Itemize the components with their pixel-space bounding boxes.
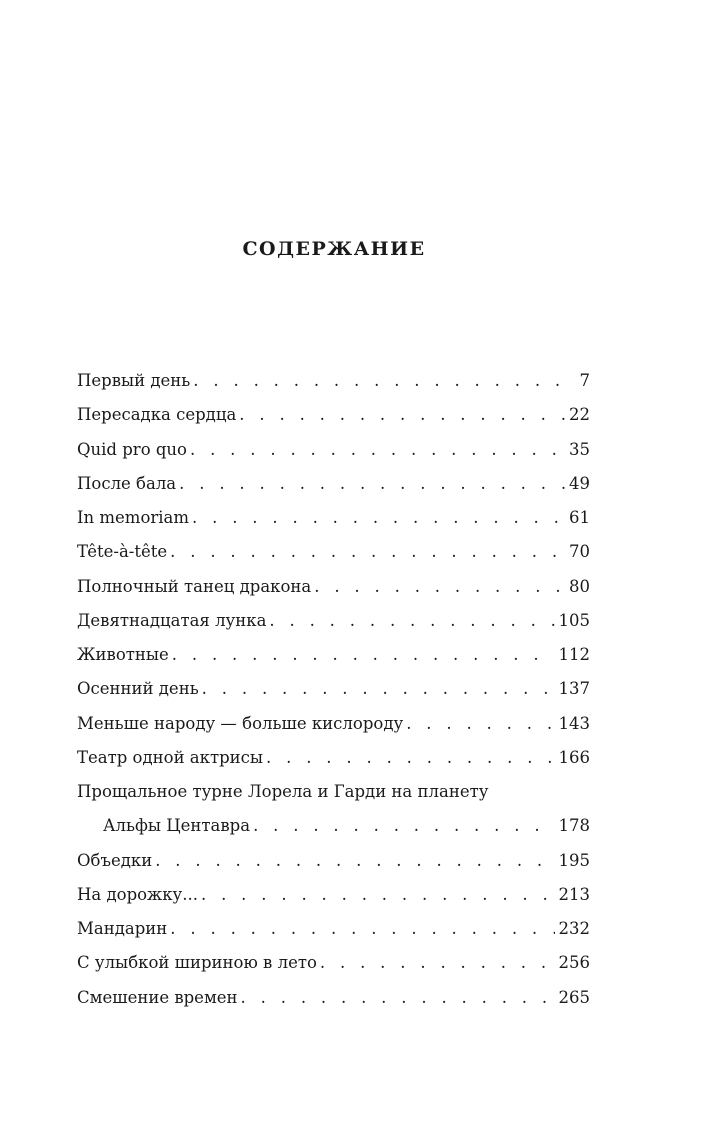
table-of-contents: [77, 364, 590, 1015]
toc-leader-dots: [201, 878, 555, 912]
toc-leader-dots: [170, 912, 554, 946]
toc-entry-multiline[interactable]: [77, 775, 590, 809]
toc-entry[interactable]: [77, 946, 590, 980]
toc-entry-page: 178: [558, 816, 590, 836]
toc-entry-page: 195: [558, 850, 590, 870]
toc-entry[interactable]: [77, 364, 590, 398]
toc-entry-title: Tête-à-tête: [77, 542, 168, 562]
toc-leader-dots: [190, 433, 565, 467]
toc-leader-dots: [314, 570, 565, 604]
toc-entry-title: Девятнадцатая лунка: [77, 610, 267, 630]
toc-leader-dots: [253, 809, 554, 843]
toc-entry-title: Пересадка сердца: [77, 405, 237, 425]
toc-entry-page: 232: [558, 919, 590, 938]
toc-entry[interactable]: [77, 501, 590, 535]
toc-entry-page: 80: [569, 576, 590, 596]
toc-entry-page: 143: [558, 713, 590, 733]
toc-entry-title-line1: Прощальное турне Лорела и Гарди на планету: [77, 782, 489, 801]
toc-entry[interactable]: [77, 604, 590, 638]
toc-leader-dots: [239, 398, 565, 432]
toc-entry[interactable]: [77, 844, 590, 878]
toc-entry-title: Осенний день: [77, 679, 199, 699]
toc-entry[interactable]: [77, 535, 590, 569]
toc-entry-page: 265: [558, 987, 590, 1007]
toc-entry[interactable]: [77, 672, 590, 706]
toc-entry-page: 70: [569, 542, 590, 562]
page-title: СОДЕРЖАНИЕ: [242, 238, 426, 260]
toc-entry-page: 112: [558, 645, 590, 664]
toc-entry-page: 49: [569, 473, 590, 493]
toc-entry[interactable]: [77, 433, 590, 467]
toc-leader-dots: [266, 741, 554, 775]
toc-entry-title: После бала: [77, 473, 177, 493]
toc-leader-dots: [170, 535, 565, 569]
toc-entry-title: На дорожку...: [77, 884, 198, 904]
toc-entry-page: 7: [579, 371, 590, 390]
toc-leader-dots: [192, 501, 565, 535]
toc-entry-continuation[interactable]: [77, 809, 590, 843]
toc-entry-title: Меньше народу — больше кислороду: [77, 713, 404, 733]
toc-entry[interactable]: [77, 398, 590, 432]
toc-entry[interactable]: [77, 707, 590, 741]
toc-leader-dots: [241, 981, 555, 1015]
toc-entry-title: Первый день: [77, 371, 191, 390]
toc-entry-title: Quid pro quo: [77, 439, 187, 459]
toc-entry-title: Животные: [77, 645, 169, 664]
toc-leader-dots: [320, 946, 555, 980]
toc-entry[interactable]: [77, 467, 590, 501]
toc-leader-dots: [179, 467, 565, 501]
toc-entry-title: Объедки: [77, 850, 153, 870]
toc-leader-dots: [193, 364, 575, 398]
toc-entry-page: 256: [558, 953, 590, 973]
toc-entry[interactable]: [77, 981, 590, 1015]
toc-entry[interactable]: [77, 741, 590, 775]
toc-entry-title: In memoriam: [77, 508, 190, 527]
toc-entry[interactable]: [77, 570, 590, 604]
toc-entry-page: 166: [558, 747, 590, 767]
toc-leader-dots: [155, 844, 554, 878]
toc-leader-dots: [269, 604, 554, 638]
toc-leader-dots: [202, 672, 555, 706]
toc-entry-page: 137: [558, 679, 590, 699]
toc-entry[interactable]: [77, 638, 590, 672]
toc-leader-dots: [172, 638, 555, 672]
toc-entry-page: 213: [558, 884, 590, 904]
toc-entry-title: С улыбкой шириною в лето: [77, 953, 317, 973]
toc-entry-page: 35: [569, 439, 590, 459]
toc-entry-title: Смешение времен: [77, 987, 238, 1007]
toc-entry-page: 105: [558, 610, 590, 630]
toc-leader-dots: [406, 707, 554, 741]
toc-entry-title-line2: Альфы Центавра: [103, 816, 251, 836]
toc-entry-title: Театр одной актрисы: [77, 747, 264, 767]
toc-entry-page: 22: [569, 405, 590, 425]
toc-entry-page: 61: [569, 508, 590, 527]
toc-entry-title: Полночный танец дракона: [77, 576, 312, 596]
toc-entry-title: Мандарин: [77, 919, 168, 938]
toc-entry[interactable]: [77, 912, 590, 946]
toc-entry[interactable]: [77, 878, 590, 912]
